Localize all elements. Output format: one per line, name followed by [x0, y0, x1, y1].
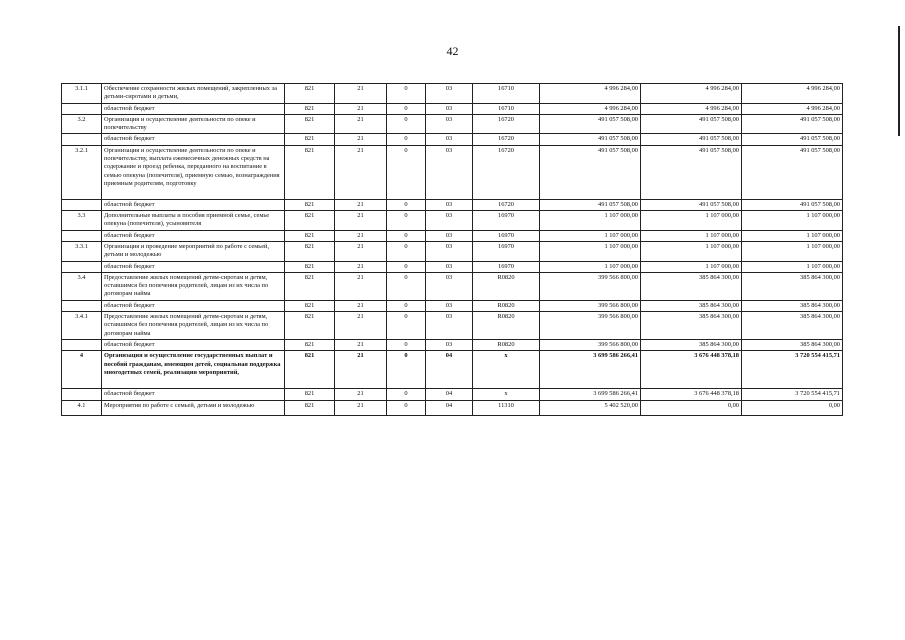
row-amount-year-1: 1 107 000,00 — [540, 261, 641, 272]
row-amount-year-3: 3 720 554 415,71 — [742, 351, 843, 389]
row-number — [62, 103, 102, 114]
row-direction-code: 11310 — [473, 400, 540, 415]
row-amount-year-1: 399 566 800,00 — [540, 272, 641, 300]
row-amount-year-2: 491 057 508,00 — [641, 199, 742, 210]
row-direction-code: 16710 — [473, 103, 540, 114]
row-subsection-code: 0 — [387, 339, 426, 350]
row-number — [62, 339, 102, 350]
row-amount-year-2: 385 864 300,00 — [641, 339, 742, 350]
row-program-code: 03 — [426, 211, 473, 231]
row-program-code: 03 — [426, 134, 473, 145]
row-amount-year-3: 491 057 508,00 — [742, 114, 843, 134]
row-section-code: 21 — [335, 211, 387, 231]
row-subsection-code: 0 — [387, 272, 426, 300]
row-amount-year-1: 1 107 000,00 — [540, 241, 641, 261]
row-amount-year-1: 5 402 520,00 — [540, 400, 641, 415]
row-amount-year-3: 385 864 300,00 — [742, 272, 843, 300]
row-subsection-code: 0 — [387, 241, 426, 261]
row-subsection-code: 0 — [387, 312, 426, 340]
row-amount-year-2: 1 107 000,00 — [641, 261, 742, 272]
scan-edge-line — [898, 26, 900, 136]
table-row — [62, 241, 843, 261]
row-amount-year-3: 1 107 000,00 — [742, 230, 843, 241]
row-number — [62, 230, 102, 241]
row-description: областной бюджет — [102, 103, 285, 114]
row-amount-year-1: 399 566 800,00 — [540, 339, 641, 350]
row-subsection-code: 0 — [387, 400, 426, 415]
row-description: Организация и осуществление деятельности по опеке и попечительству — [102, 114, 285, 134]
row-amount-year-1: 399 566 800,00 — [540, 300, 641, 311]
row-direction-code: 16970 — [473, 261, 540, 272]
row-description: областной бюджет — [102, 199, 285, 210]
row-number — [62, 261, 102, 272]
row-subsection-code: 0 — [387, 84, 426, 104]
row-amount-year-1: 1 107 000,00 — [540, 230, 641, 241]
row-direction-code: R0820 — [473, 300, 540, 311]
row-description: Дополнительные выплаты и пособия приемной семье, семье опекуна (попечителя), усыновителя — [102, 211, 285, 231]
row-description: областной бюджет — [102, 134, 285, 145]
row-ministry-code: 821 — [285, 134, 335, 145]
row-amount-year-2: 4 996 284,00 — [641, 103, 742, 114]
row-number — [62, 389, 102, 400]
row-amount-year-2: 3 676 448 378,18 — [641, 351, 742, 389]
row-program-code: 03 — [426, 312, 473, 340]
row-description: областной бюджет — [102, 339, 285, 350]
row-section-code: 21 — [335, 241, 387, 261]
row-amount-year-1: 491 057 508,00 — [540, 199, 641, 210]
row-amount-year-2: 0,00 — [641, 400, 742, 415]
row-description: Организация и проведение мероприятий по работе с семьей, детьми и молодежью — [102, 241, 285, 261]
table-row — [62, 84, 843, 104]
row-amount-year-2: 4 996 284,00 — [641, 84, 742, 104]
table-row — [62, 300, 843, 311]
row-number: 3.2.1 — [62, 145, 102, 199]
row-ministry-code: 821 — [285, 145, 335, 199]
row-ministry-code: 821 — [285, 114, 335, 134]
row-ministry-code: 821 — [285, 389, 335, 400]
row-ministry-code: 821 — [285, 230, 335, 241]
row-direction-code: х — [473, 389, 540, 400]
row-ministry-code: 821 — [285, 351, 335, 389]
row-amount-year-2: 1 107 000,00 — [641, 241, 742, 261]
row-direction-code: 16970 — [473, 230, 540, 241]
row-ministry-code: 821 — [285, 312, 335, 340]
row-program-code: 03 — [426, 272, 473, 300]
row-program-code: 04 — [426, 400, 473, 415]
budget-table — [61, 83, 843, 416]
row-amount-year-1: 3 699 586 266,41 — [540, 351, 641, 389]
row-direction-code: R0820 — [473, 339, 540, 350]
row-section-code: 21 — [335, 261, 387, 272]
row-section-code: 21 — [335, 134, 387, 145]
row-ministry-code: 821 — [285, 241, 335, 261]
row-direction-code: 16720 — [473, 134, 540, 145]
row-ministry-code: 821 — [285, 199, 335, 210]
row-program-code: 03 — [426, 103, 473, 114]
row-amount-year-3: 385 864 300,00 — [742, 300, 843, 311]
table-body — [62, 84, 843, 416]
row-section-code: 21 — [335, 351, 387, 389]
row-subsection-code: 0 — [387, 103, 426, 114]
table-row — [62, 400, 843, 415]
row-amount-year-1: 4 996 284,00 — [540, 84, 641, 104]
row-amount-year-2: 1 107 000,00 — [641, 230, 742, 241]
row-ministry-code: 821 — [285, 103, 335, 114]
row-section-code: 21 — [335, 103, 387, 114]
row-direction-code: 16720 — [473, 145, 540, 199]
row-amount-year-2: 385 864 300,00 — [641, 272, 742, 300]
row-program-code: 03 — [426, 241, 473, 261]
row-direction-code: R0820 — [473, 272, 540, 300]
row-ministry-code: 821 — [285, 300, 335, 311]
row-amount-year-2: 491 057 508,00 — [641, 134, 742, 145]
row-amount-year-2: 385 864 300,00 — [641, 312, 742, 340]
row-amount-year-1: 491 057 508,00 — [540, 145, 641, 199]
row-amount-year-1: 4 996 284,00 — [540, 103, 641, 114]
row-section-code: 21 — [335, 230, 387, 241]
row-number — [62, 300, 102, 311]
row-amount-year-3: 3 720 554 415,71 — [742, 389, 843, 400]
row-description: областной бюджет — [102, 300, 285, 311]
row-section-code: 21 — [335, 114, 387, 134]
table-row — [62, 261, 843, 272]
row-number: 3.3 — [62, 211, 102, 231]
row-number — [62, 134, 102, 145]
row-description: Организация и осуществление государственных выплат и пособий гражданам, имеющим детей, социальная поддержка многодетных семей, реализация мероприятий, — [102, 351, 285, 389]
row-amount-year-2: 385 864 300,00 — [641, 300, 742, 311]
row-amount-year-3: 385 864 300,00 — [742, 312, 843, 340]
row-direction-code: х — [473, 351, 540, 389]
row-amount-year-2: 1 107 000,00 — [641, 211, 742, 231]
row-program-code: 03 — [426, 114, 473, 134]
row-program-code: 03 — [426, 145, 473, 199]
row-ministry-code: 821 — [285, 339, 335, 350]
row-description: областной бюджет — [102, 261, 285, 272]
row-section-code: 21 — [335, 389, 387, 400]
table-row — [62, 230, 843, 241]
row-section-code: 21 — [335, 272, 387, 300]
row-amount-year-3: 0,00 — [742, 400, 843, 415]
row-subsection-code: 0 — [387, 389, 426, 400]
row-amount-year-1: 491 057 508,00 — [540, 134, 641, 145]
table-row — [62, 199, 843, 210]
row-section-code: 21 — [335, 199, 387, 210]
row-direction-code: R0820 — [473, 312, 540, 340]
row-amount-year-1: 399 566 800,00 — [540, 312, 641, 340]
row-number: 3.4.1 — [62, 312, 102, 340]
row-direction-code: 16970 — [473, 211, 540, 231]
row-program-code: 03 — [426, 261, 473, 272]
row-ministry-code: 821 — [285, 272, 335, 300]
row-direction-code: 16970 — [473, 241, 540, 261]
row-amount-year-3: 4 996 284,00 — [742, 103, 843, 114]
row-subsection-code: 0 — [387, 261, 426, 272]
row-program-code: 03 — [426, 199, 473, 210]
row-amount-year-3: 1 107 000,00 — [742, 211, 843, 231]
row-subsection-code: 0 — [387, 351, 426, 389]
row-description: Предоставление жилых помещений детям-сиротам и детям, оставшимся без попечения родителей, лицам из их числа по договорам найма — [102, 312, 285, 340]
row-ministry-code: 821 — [285, 84, 335, 104]
row-program-code: 04 — [426, 389, 473, 400]
row-description: областной бюджет — [102, 389, 285, 400]
row-number — [62, 199, 102, 210]
row-amount-year-3: 1 107 000,00 — [742, 241, 843, 261]
row-section-code: 21 — [335, 312, 387, 340]
row-ministry-code: 821 — [285, 211, 335, 231]
table-row — [62, 134, 843, 145]
row-subsection-code: 0 — [387, 300, 426, 311]
table-row — [62, 312, 843, 340]
row-number: 3.4 — [62, 272, 102, 300]
row-ministry-code: 821 — [285, 400, 335, 415]
row-amount-year-3: 1 107 000,00 — [742, 261, 843, 272]
row-program-code: 03 — [426, 230, 473, 241]
row-amount-year-1: 1 107 000,00 — [540, 211, 641, 231]
row-number: 4.1 — [62, 400, 102, 415]
row-description: областной бюджет — [102, 230, 285, 241]
row-amount-year-3: 491 057 508,00 — [742, 134, 843, 145]
row-subsection-code: 0 — [387, 199, 426, 210]
row-direction-code: 16720 — [473, 199, 540, 210]
row-number: 3.2 — [62, 114, 102, 134]
row-section-code: 21 — [335, 84, 387, 104]
row-amount-year-1: 491 057 508,00 — [540, 114, 641, 134]
table-row — [62, 145, 843, 199]
row-section-code: 21 — [335, 145, 387, 199]
row-description: Организация и осуществление деятельности по опеке и попечительству, выплата ежемесячных денежных средств на содержание и проезд ребенка, переданного на воспитание в семью опекуна (попечителя), приемную семью, вознаграждения приемным родителям, подготовку — [102, 145, 285, 199]
row-direction-code: 16710 — [473, 84, 540, 104]
row-amount-year-2: 491 057 508,00 — [641, 114, 742, 134]
row-subsection-code: 0 — [387, 211, 426, 231]
table-row — [62, 114, 843, 134]
row-subsection-code: 0 — [387, 114, 426, 134]
row-amount-year-2: 3 676 448 378,18 — [641, 389, 742, 400]
row-amount-year-3: 491 057 508,00 — [742, 145, 843, 199]
row-program-code: 03 — [426, 300, 473, 311]
row-number: 3.3.1 — [62, 241, 102, 261]
row-section-code: 21 — [335, 300, 387, 311]
row-amount-year-2: 491 057 508,00 — [641, 145, 742, 199]
row-program-code: 03 — [426, 339, 473, 350]
row-direction-code: 16720 — [473, 114, 540, 134]
page-number: 42 — [446, 44, 459, 58]
row-section-code: 21 — [335, 339, 387, 350]
table-row — [62, 339, 843, 350]
row-program-code: 03 — [426, 84, 473, 104]
row-amount-year-1: 3 699 586 266,41 — [540, 389, 641, 400]
row-amount-year-3: 385 864 300,00 — [742, 339, 843, 350]
row-number: 3.1.1 — [62, 84, 102, 104]
table-row — [62, 211, 843, 231]
row-ministry-code: 821 — [285, 261, 335, 272]
table-row — [62, 351, 843, 389]
row-number: 4 — [62, 351, 102, 389]
row-amount-year-3: 4 996 284,00 — [742, 84, 843, 104]
row-description: Обеспечение сохранности жилых помещений, закрепленных за детьми-сиротами и детьми, — [102, 84, 285, 104]
row-amount-year-3: 491 057 508,00 — [742, 199, 843, 210]
row-description: Предоставление жилых помещений детям-сиротам и детям, оставшимся без попечения родителей, лицам из их числа по договорам найма — [102, 272, 285, 300]
table-row — [62, 103, 843, 114]
table-row — [62, 389, 843, 400]
row-description: Мероприятия по работе с семьей, детьми и молодежью — [102, 400, 285, 415]
table-row — [62, 272, 843, 300]
row-subsection-code: 0 — [387, 230, 426, 241]
row-section-code: 21 — [335, 400, 387, 415]
row-subsection-code: 0 — [387, 145, 426, 199]
row-subsection-code: 0 — [387, 134, 426, 145]
row-program-code: 04 — [426, 351, 473, 389]
